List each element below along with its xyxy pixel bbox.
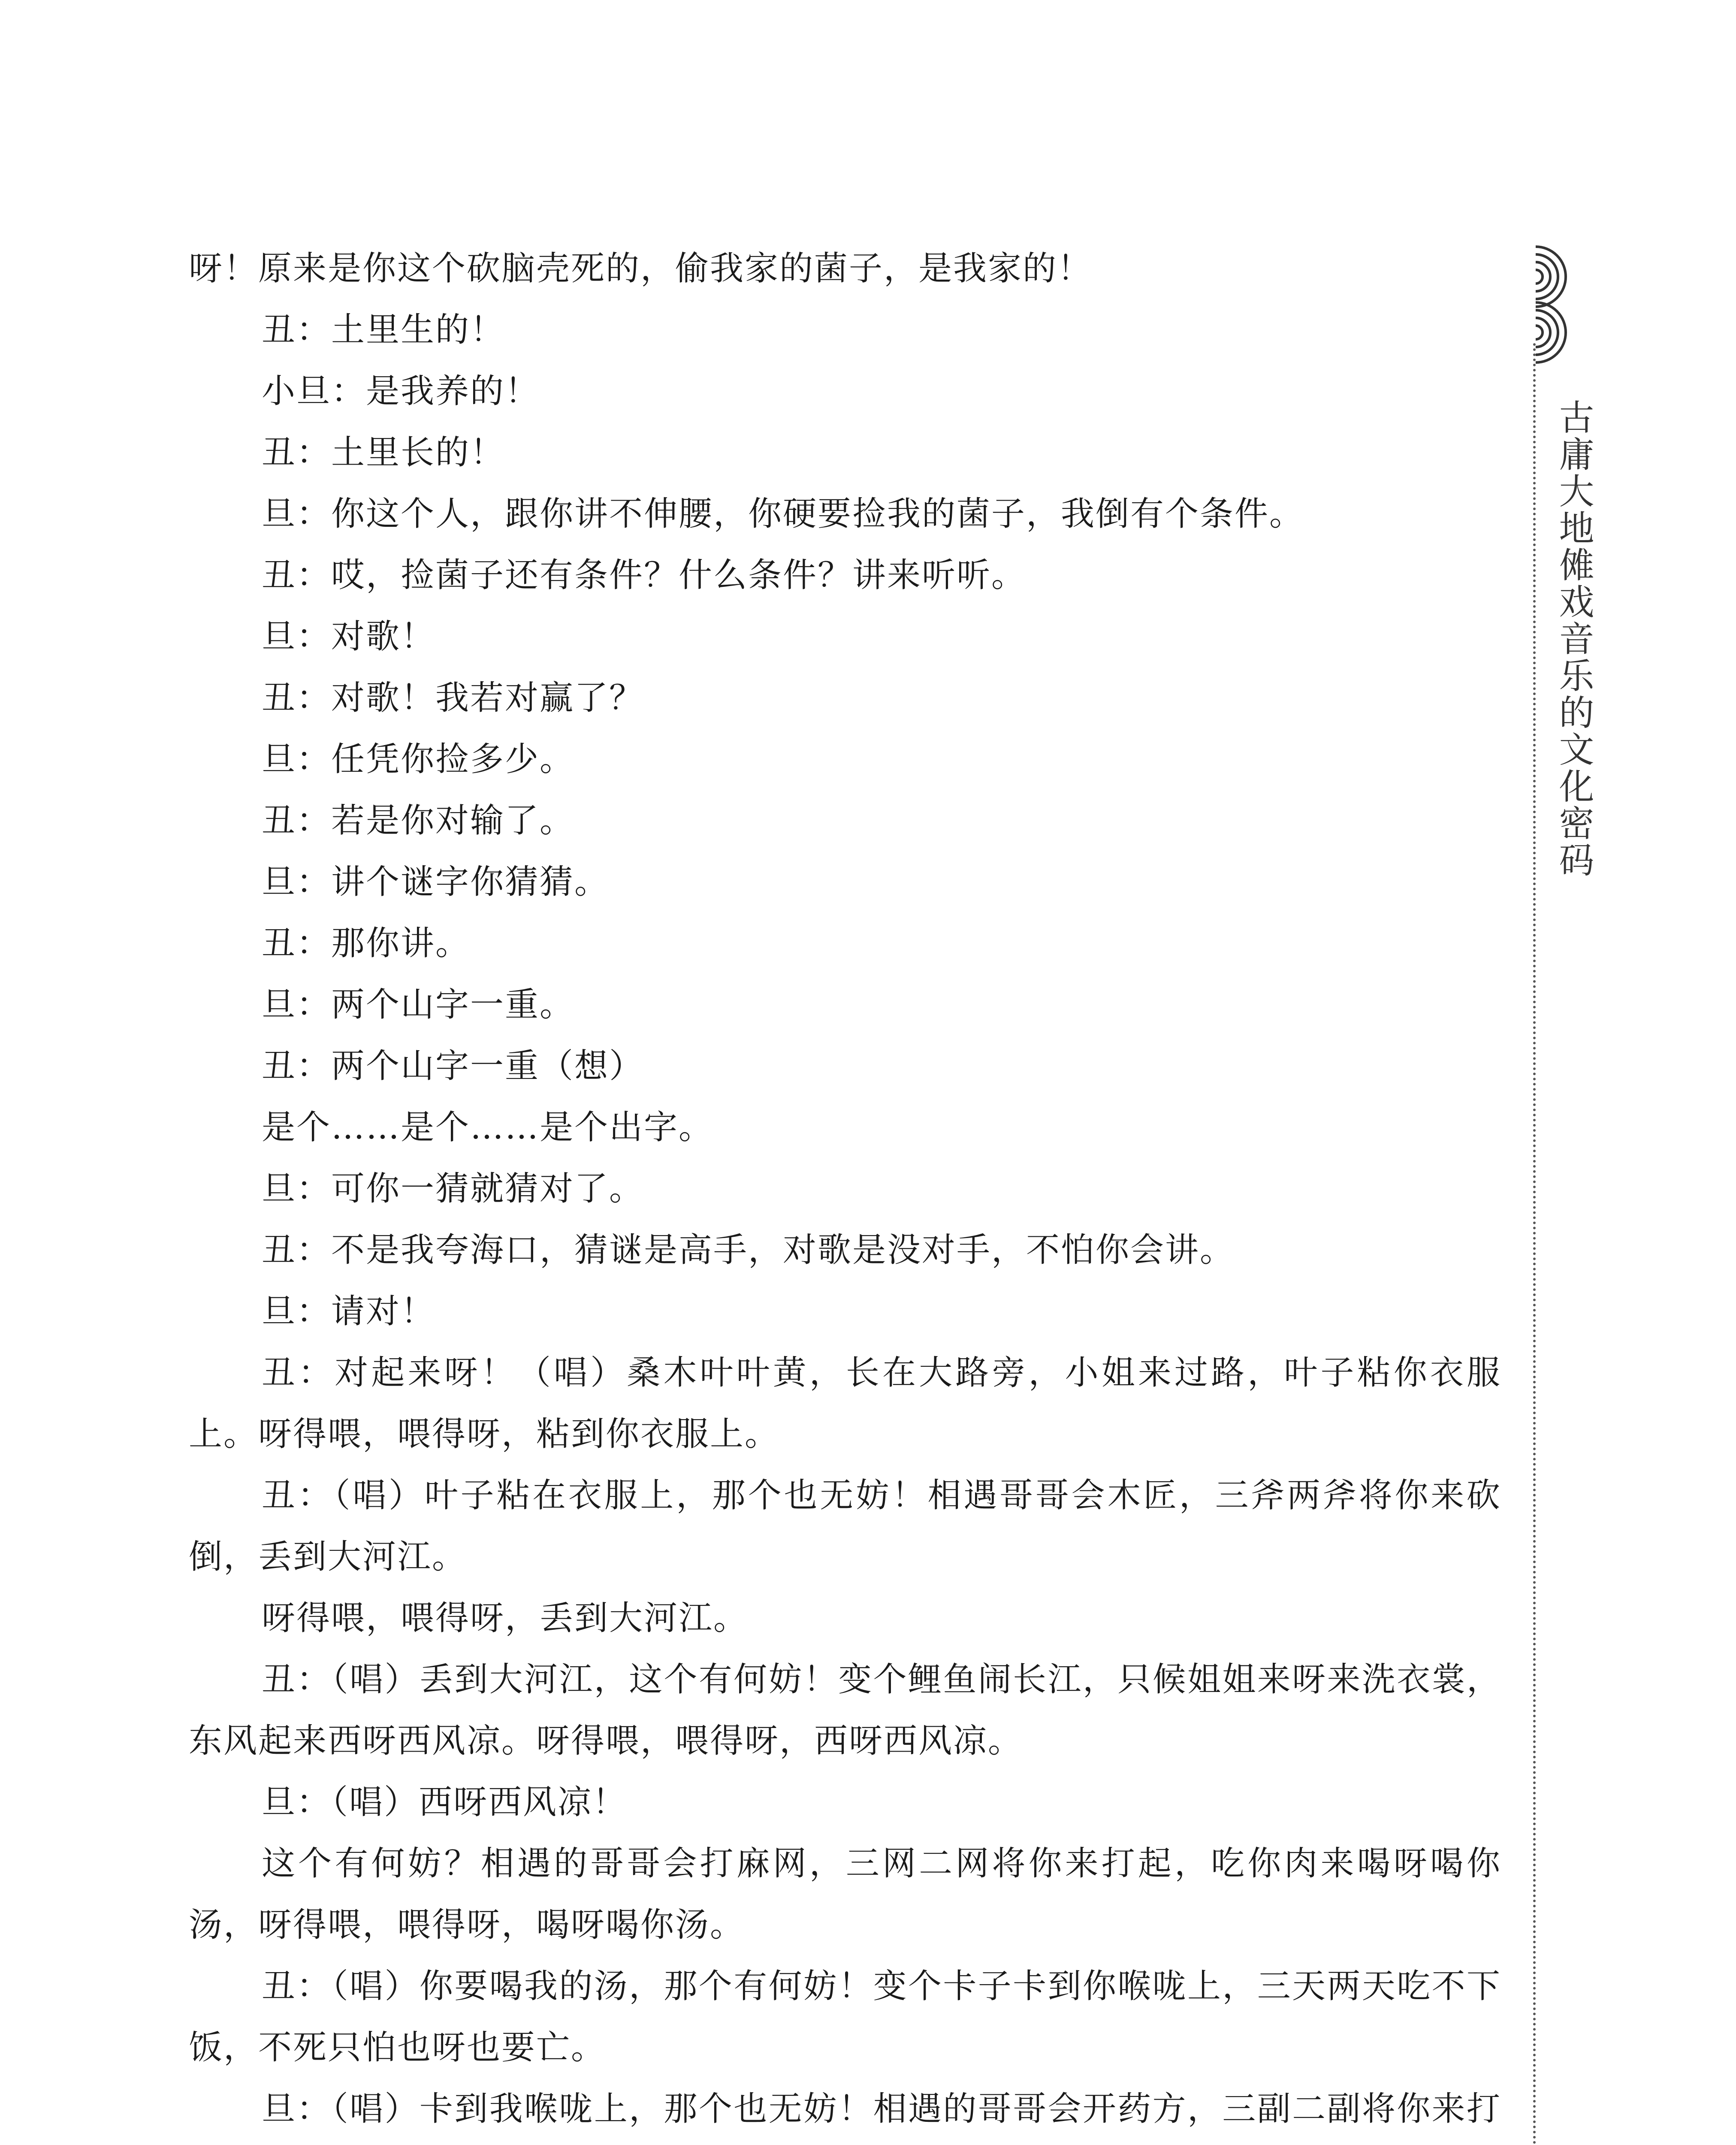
paragraph: 丑：对起来呀！（唱）桑木叶叶黄，长在大路旁，小姐来过路，叶子粘你衣服上。呀得喂，喂得呀，粘到你衣服上。	[189, 1353, 1501, 1453]
paragraph: 旦：可你一猜就猜对了。	[262, 1169, 644, 1208]
paragraph: 小旦：是我养的！	[262, 372, 540, 411]
paragraph: 这个有何妨？相遇的哥哥会打麻网，三网二网将你来打起，吃你肉来喝呀喝你汤，呀得喂，喂得呀，喝呀喝你汤。	[189, 1844, 1501, 1944]
running-header	[1506, 240, 1613, 2145]
book-title: 古庸大地傩戏音乐的文化密码	[1553, 399, 1594, 879]
paragraph: 丑：那你讲。	[262, 924, 471, 963]
paragraph: 丑：（唱）丢到大河江，这个有何妨！变个鲤鱼闹长江，只候姐姐来呀来洗衣裳，东风起来西呀西风凉。呀得喂，喂得呀，西呀西风凉。	[189, 1660, 1501, 1760]
dotted-divider	[1533, 343, 1536, 2145]
paragraph: 丑：（唱）叶子粘在衣服上，那个也无妨！相遇哥哥会木匠，三斧两斧将你来砍倒，丢到大河江。	[189, 1476, 1501, 1576]
paragraph: 丑：对歌！我若对赢了？	[262, 679, 644, 717]
paragraph: 旦：（唱）卡到我喉咙上，那个也无妨！相遇的哥哥会开药方，三副二副将你来打	[262, 2090, 1501, 2128]
paragraph: 呀！原来是你这个砍脑壳死的，偷我家的菌子，是我家的！	[189, 249, 1093, 288]
paragraph: 旦：你这个人，跟你讲不伸腰，你硬要捡我的菌子，我倒有个条件。	[262, 495, 1304, 533]
paragraph: 丑：土里长的！	[262, 433, 505, 472]
paragraph: 丑：若是你对输了。	[262, 801, 575, 840]
paragraph: 旦：两个山字一重。	[262, 985, 575, 1024]
paragraph: 旦：（唱）西呀西风凉！	[262, 1783, 628, 1822]
paragraph: 旦：任凭你捡多少。	[262, 740, 575, 779]
paragraph: 丑：不是我夸海口，猜谜是高手，对歌是没对手，不怕你会讲。	[262, 1231, 1235, 1269]
paragraph: 是个……是个……是个出字。	[262, 1108, 714, 1147]
spiral-ornament-icon	[1523, 240, 1613, 369]
paragraph: 旦：请对！	[262, 1292, 436, 1331]
body-text	[189, 238, 1501, 2145]
paragraph: 丑：土里生的！	[262, 311, 505, 349]
paragraph: 丑：哎，捡菌子还有条件？什么条件？讲来听听。	[262, 556, 1027, 595]
paragraph: 丑：（唱）你要喝我的汤，那个有何妨！变个卡子卡到你喉咙上，三天两天吃不下饭，不死只怕也呀也要亡。	[189, 1967, 1501, 2067]
paragraph: 旦：讲个谜字你猜猜。	[262, 863, 610, 901]
paragraph: 呀得喂，喂得呀，丢到大河江。	[262, 1599, 749, 1637]
paragraph: 旦：对歌！	[262, 617, 436, 656]
paragraph: 丑：两个山字一重（想）	[262, 1047, 644, 1085]
